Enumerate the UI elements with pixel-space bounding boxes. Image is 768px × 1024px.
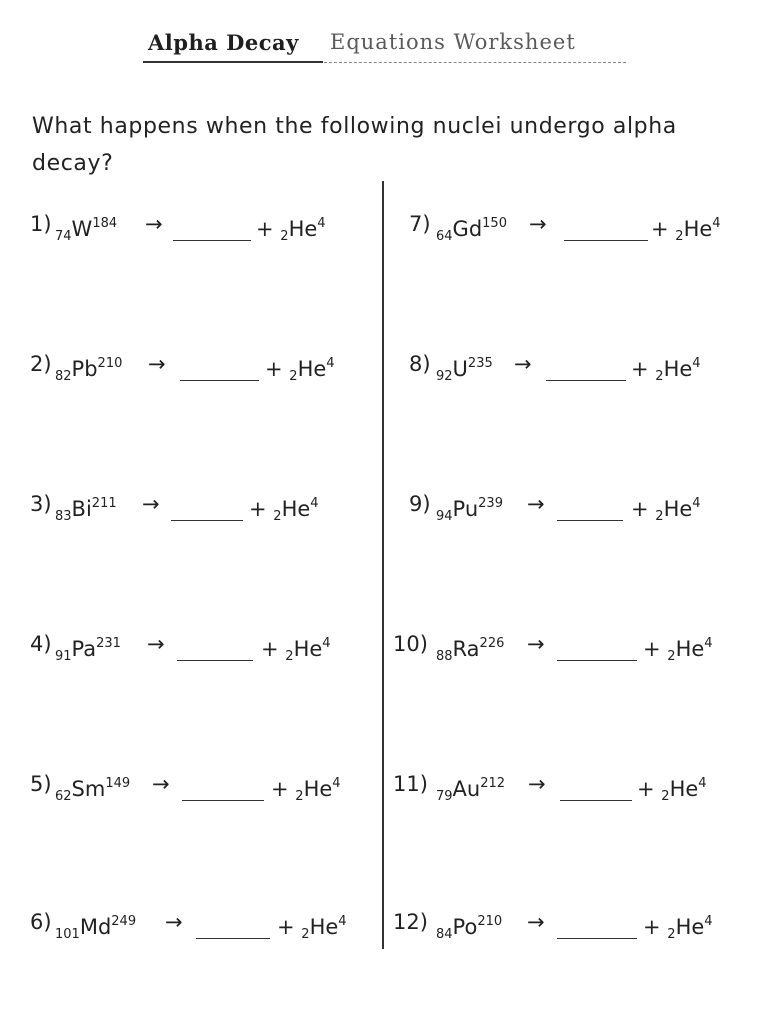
problem-number: 7) — [409, 212, 431, 236]
helium-mass-number: 4 — [692, 356, 701, 371]
atomic-number: 101 — [55, 927, 80, 942]
problem-number: 8) — [409, 352, 431, 376]
plus-sign: + — [249, 497, 274, 521]
alpha-particle-term — [643, 630, 713, 671]
element-symbol: Ra — [452, 637, 480, 661]
title-bold-text: Alpha Decay — [148, 30, 299, 55]
helium-atomic-number: 2 — [655, 509, 664, 524]
reaction-arrow: → — [527, 492, 545, 516]
worksheet-title — [0, 28, 768, 68]
helium-symbol: He — [675, 637, 705, 661]
problem-number: 5) — [30, 772, 52, 796]
plus-sign: + — [643, 637, 668, 661]
reaction-arrow: → — [528, 772, 546, 796]
problem-number: 12) — [393, 910, 428, 934]
title-underline-dashed — [324, 62, 626, 63]
problem-number: 1) — [30, 212, 52, 236]
helium-symbol: He — [303, 777, 333, 801]
element-symbol: Sm — [71, 777, 106, 801]
atomic-number: 62 — [55, 789, 72, 804]
mass-number: 231 — [96, 636, 121, 651]
atomic-number: 92 — [436, 369, 453, 384]
mass-number: 211 — [91, 496, 117, 511]
alpha-particle-term — [637, 770, 707, 811]
problem-number: 6) — [30, 910, 52, 934]
helium-mass-number: 4 — [704, 636, 713, 651]
atomic-number: 79 — [436, 789, 453, 804]
reaction-arrow: → — [527, 910, 545, 934]
column-divider — [382, 181, 384, 949]
helium-mass-number: 4 — [698, 776, 707, 791]
plus-sign: + — [271, 777, 296, 801]
atomic-number: 82 — [55, 369, 72, 384]
problem-number: 9) — [409, 492, 431, 516]
helium-atomic-number: 2 — [280, 229, 289, 244]
element-symbol: Pb — [71, 357, 98, 381]
question-prompt: What happens when the following nuclei undergo alpha decay? — [32, 114, 677, 176]
parent-nucleus — [436, 490, 503, 531]
helium-atomic-number: 2 — [295, 789, 304, 804]
problem-number: 2) — [30, 352, 52, 376]
parent-nucleus — [436, 770, 505, 811]
problem-item — [0, 210, 768, 260]
mass-number: 210 — [97, 356, 123, 371]
helium-atomic-number: 2 — [273, 509, 282, 524]
helium-atomic-number: 2 — [285, 649, 294, 664]
helium-mass-number: 4 — [317, 216, 326, 231]
title-light-text: Equations Worksheet — [330, 30, 576, 54]
problem-number: 11) — [393, 772, 428, 796]
atomic-number: 88 — [436, 649, 453, 664]
element-symbol: Md — [79, 915, 112, 939]
helium-symbol: He — [281, 497, 311, 521]
mass-number: 149 — [105, 776, 131, 791]
plus-sign: + — [637, 777, 662, 801]
problem-number: 4) — [30, 632, 52, 656]
element-symbol: Pu — [452, 497, 479, 521]
plus-sign: + — [256, 217, 281, 241]
helium-symbol: He — [675, 915, 705, 939]
reaction-arrow: → — [147, 632, 165, 656]
atomic-number: 74 — [55, 229, 72, 244]
reaction-arrow: → — [165, 910, 183, 934]
plus-sign: + — [643, 915, 668, 939]
helium-mass-number: 4 — [310, 496, 319, 511]
element-symbol: W — [71, 217, 93, 241]
parent-nucleus — [436, 908, 502, 949]
element-symbol: Pa — [71, 637, 97, 661]
parent-nucleus — [436, 210, 507, 251]
parent-nucleus — [436, 350, 493, 391]
problem-item — [0, 630, 768, 680]
problem-number: 3) — [30, 492, 52, 516]
reaction-arrow: → — [527, 632, 545, 656]
helium-symbol: He — [297, 357, 327, 381]
alpha-particle-term — [631, 490, 701, 531]
reaction-arrow: → — [152, 772, 170, 796]
helium-mass-number: 4 — [322, 636, 331, 651]
answer-blank[interactable] — [546, 380, 626, 381]
answer-blank[interactable] — [557, 520, 623, 521]
helium-mass-number: 4 — [712, 216, 721, 231]
helium-mass-number: 4 — [692, 496, 701, 511]
helium-symbol: He — [293, 637, 323, 661]
helium-atomic-number: 2 — [667, 927, 676, 942]
helium-symbol: He — [309, 915, 339, 939]
answer-blank[interactable] — [564, 240, 648, 241]
helium-mass-number: 4 — [338, 914, 347, 929]
alpha-particle-term — [651, 210, 721, 251]
helium-atomic-number: 2 — [289, 369, 298, 384]
element-symbol: Au — [452, 777, 481, 801]
reaction-arrow: → — [142, 492, 160, 516]
mass-number: 150 — [482, 216, 507, 231]
answer-blank[interactable] — [557, 938, 637, 939]
plus-sign: + — [651, 217, 676, 241]
problem-item — [0, 350, 768, 400]
problem-item — [0, 490, 768, 540]
helium-symbol: He — [288, 217, 318, 241]
problem-number: 10) — [393, 632, 428, 656]
element-symbol: Po — [452, 915, 478, 939]
atomic-number: 83 — [55, 509, 72, 524]
problem-item — [0, 908, 768, 958]
helium-atomic-number: 2 — [667, 649, 676, 664]
helium-atomic-number: 2 — [675, 229, 684, 244]
mass-number: 239 — [478, 496, 503, 511]
answer-blank[interactable] — [560, 800, 632, 801]
helium-mass-number: 4 — [704, 914, 713, 929]
helium-symbol: He — [663, 357, 693, 381]
element-symbol: U — [452, 357, 468, 381]
mass-number: 226 — [479, 636, 505, 651]
plus-sign: + — [631, 357, 656, 381]
problem-item — [0, 770, 768, 820]
mass-number: 235 — [467, 356, 493, 371]
answer-blank[interactable] — [557, 660, 637, 661]
mass-number: 184 — [92, 216, 118, 231]
helium-symbol: He — [683, 217, 713, 241]
mass-number: 249 — [111, 914, 137, 929]
reaction-arrow: → — [514, 352, 532, 376]
reaction-arrow: → — [529, 212, 547, 236]
helium-symbol: He — [669, 777, 699, 801]
plus-sign: + — [277, 915, 302, 939]
atomic-number: 94 — [436, 509, 453, 524]
helium-atomic-number: 2 — [301, 927, 310, 942]
mass-number: 212 — [480, 776, 506, 791]
helium-symbol: He — [663, 497, 693, 521]
element-symbol: Bi — [71, 497, 92, 521]
reaction-arrow: → — [145, 212, 163, 236]
alpha-particle-term — [631, 350, 701, 391]
element-symbol: Gd — [452, 217, 483, 241]
helium-mass-number: 4 — [332, 776, 341, 791]
helium-atomic-number: 2 — [661, 789, 670, 804]
reaction-arrow: → — [148, 352, 166, 376]
mass-number: 210 — [477, 914, 503, 929]
title-underline-solid — [143, 61, 323, 63]
atomic-number: 64 — [436, 229, 453, 244]
parent-nucleus — [436, 630, 504, 671]
atomic-number: 91 — [55, 649, 72, 664]
plus-sign: + — [261, 637, 286, 661]
plus-sign: + — [265, 357, 290, 381]
plus-sign: + — [631, 497, 656, 521]
helium-mass-number: 4 — [326, 356, 335, 371]
alpha-particle-term — [643, 908, 713, 949]
atomic-number: 84 — [436, 927, 453, 942]
helium-atomic-number: 2 — [655, 369, 664, 384]
